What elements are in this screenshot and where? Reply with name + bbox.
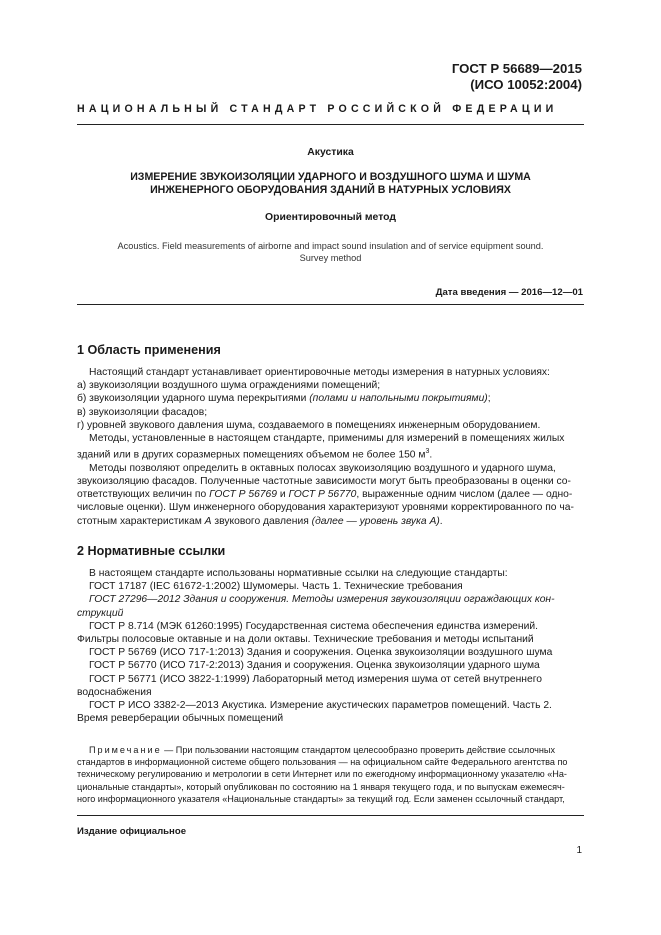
- gost-designation: [452, 61, 582, 93]
- section2-heading: 2 Нормативные ссылки: [77, 544, 226, 558]
- english-title: [77, 240, 584, 264]
- text-run: — При пользовании настоящим стандартом целесообразно проверить действие ссылочных: [161, 745, 556, 755]
- english-title-line: Survey method: [299, 253, 362, 263]
- list-item: а) звукоизоляции воздушного шума ограждениями помещений;: [77, 380, 381, 392]
- reference-item: водоснабжения: [77, 686, 152, 698]
- italic-run: А: [204, 515, 212, 527]
- reference-item: ГОСТ Р 56769 (ИСО 717-1:2013) Здания и сооружения. Оценка звукоизоляции воздушного шума: [89, 647, 553, 659]
- superscript: 3: [425, 448, 430, 456]
- note-block: [77, 744, 584, 805]
- date-rule: [77, 304, 584, 305]
- section1-heading: 1 Область применения: [77, 343, 221, 357]
- method-subtitle: Ориентировочный метод: [265, 212, 396, 223]
- italic-run: (далее — уровень звука А): [311, 515, 440, 527]
- note-line: техническому регулированию и метрологии в сети Интернет или по ежегодному информационному указателю «На-: [77, 769, 567, 780]
- text-run: и: [276, 489, 289, 501]
- text-run: звукового давления: [211, 515, 312, 527]
- note-label: Примечание: [89, 745, 162, 755]
- italic-run: (полами и напольными покрытиями): [309, 393, 488, 405]
- header-rule: [77, 124, 584, 125]
- text-run: стотным характеристикам: [77, 515, 205, 527]
- italic-run: ГОСТ Р 56769: [209, 489, 277, 501]
- text-line: Методы, установленные в настоящем стандарте, применимы для измерений в помещениях жилых: [89, 433, 565, 445]
- note-line: [77, 744, 584, 756]
- title-line: ИНЖЕНЕРНОГО ОБОРУДОВАНИЯ ЗДАНИЙ В НАТУРНЫХ УСЛОВИЯХ: [150, 184, 511, 196]
- reference-item: ГОСТ Р 8.714 (МЭК 61260:1995) Государственная система обеспечения единства измерений.: [89, 620, 538, 632]
- text-line: Настоящий стандарт устанавливает ориентировочные методы измерения в натурных условиях:: [89, 367, 550, 378]
- page-number: 1: [576, 845, 582, 856]
- text-line: звукоизоляцию фасадов. Полученные частотные зависимости могут быть преобразованы в оценки со-: [77, 476, 571, 488]
- text-run: .: [429, 449, 433, 461]
- gost-number: ГОСТ Р 56689—2015: [451, 61, 582, 76]
- text-run: .: [439, 515, 443, 527]
- section1-body: [77, 366, 584, 528]
- text-run: зданий или в других соразмерных помещениях объемом не более 150 м: [77, 449, 426, 461]
- english-title-line: Acoustics. Field measurements of airborne and impact sound insulation and of service equipment sound.: [117, 241, 544, 251]
- subject-heading: Акустика: [307, 147, 354, 158]
- note-line: циональные стандарты», который опубликован по состоянию на 1 января текущего года, и по выпускам ежемесяч-: [77, 781, 565, 792]
- text-run: ;: [487, 393, 491, 405]
- text-line: В настоящем стандарте использованы нормативные ссылки на следующие стандарты:: [89, 568, 508, 579]
- document-title: [77, 171, 584, 197]
- list-item: г) уровней звукового давления шума, создаваемого в помещениях инженерным оборудованием.: [77, 419, 541, 431]
- footer-rule: [77, 815, 584, 816]
- text-run: б) звукоизоляции ударного шума перекрытиями: [77, 393, 310, 405]
- italic-run: ГОСТ Р 56770: [288, 489, 357, 501]
- iso-number: (ИСО 10052:2004): [470, 77, 582, 92]
- text-line: Методы позволяют определить в октавных полосах звукоизоляцию воздушного и ударного шума,: [89, 462, 556, 474]
- reference-item: ГОСТ Р 56770 (ИСО 717-2:2013) Здания и сооружения. Оценка звукоизоляции ударного шума: [89, 660, 540, 672]
- list-item: в) звукоизоляции фасадов;: [77, 406, 208, 418]
- text-run: ответствующих величин по: [77, 489, 210, 501]
- list-item: [77, 392, 584, 405]
- text-run: , выраженные одним числом (далее — одно-: [356, 489, 573, 501]
- reference-item: ГОСТ Р 56771 (ИСО 3822-1:1999) Лабораторный метод измерения шума от сетей внутреннего: [89, 673, 542, 685]
- title-line: ИЗМЕРЕНИЕ ЗВУКОИЗОЛЯЦИИ УДАРНОГО И ВОЗДУШНОГО ШУМА И ШУМА: [130, 171, 531, 183]
- text-line: [77, 445, 584, 462]
- note-line: стандартов в информационной системе общего пользования — на официальном сайте Федерального агентства по: [77, 757, 568, 768]
- section2-body: [77, 567, 584, 725]
- reference-item: Время реверберации обычных помещений: [77, 713, 284, 725]
- national-standard-banner: НАЦИОНАЛЬНЫЙ СТАНДАРТ РОССИЙСКОЙ ФЕДЕРАЦИИ: [77, 103, 558, 115]
- reference-item: ГОСТ Р ИСО 3382-2—2013 Акустика. Измерение акустических параметров помещений. Часть 2.: [89, 700, 552, 712]
- note-line: ного информационного указателя «Национальные стандарты» за текущий год. Если заменен ссылочный стандарт,: [77, 793, 565, 804]
- official-edition-label: Издание официальное: [77, 826, 187, 837]
- reference-item: струкций: [77, 607, 124, 619]
- reference-item: ГОСТ 17187 (IEC 61672-1:2002) Шумомеры. Часть 1. Технические требования: [89, 581, 463, 593]
- text-line: числовые оценки). Шум инженерного оборудования характеризуют уровнями корректированного по ча-: [77, 502, 574, 514]
- introduction-date: Дата введения — 2016—12—01: [435, 287, 583, 298]
- text-line: [77, 488, 584, 501]
- reference-item: ГОСТ 27296—2012 Здания и сооружения. Методы измерения звукоизоляции ограждающих кон-: [89, 594, 555, 606]
- reference-item: Фильтры полосовые октавные и на доли октавы. Технические требования и методы испытаний: [77, 634, 534, 646]
- text-line: [77, 515, 584, 528]
